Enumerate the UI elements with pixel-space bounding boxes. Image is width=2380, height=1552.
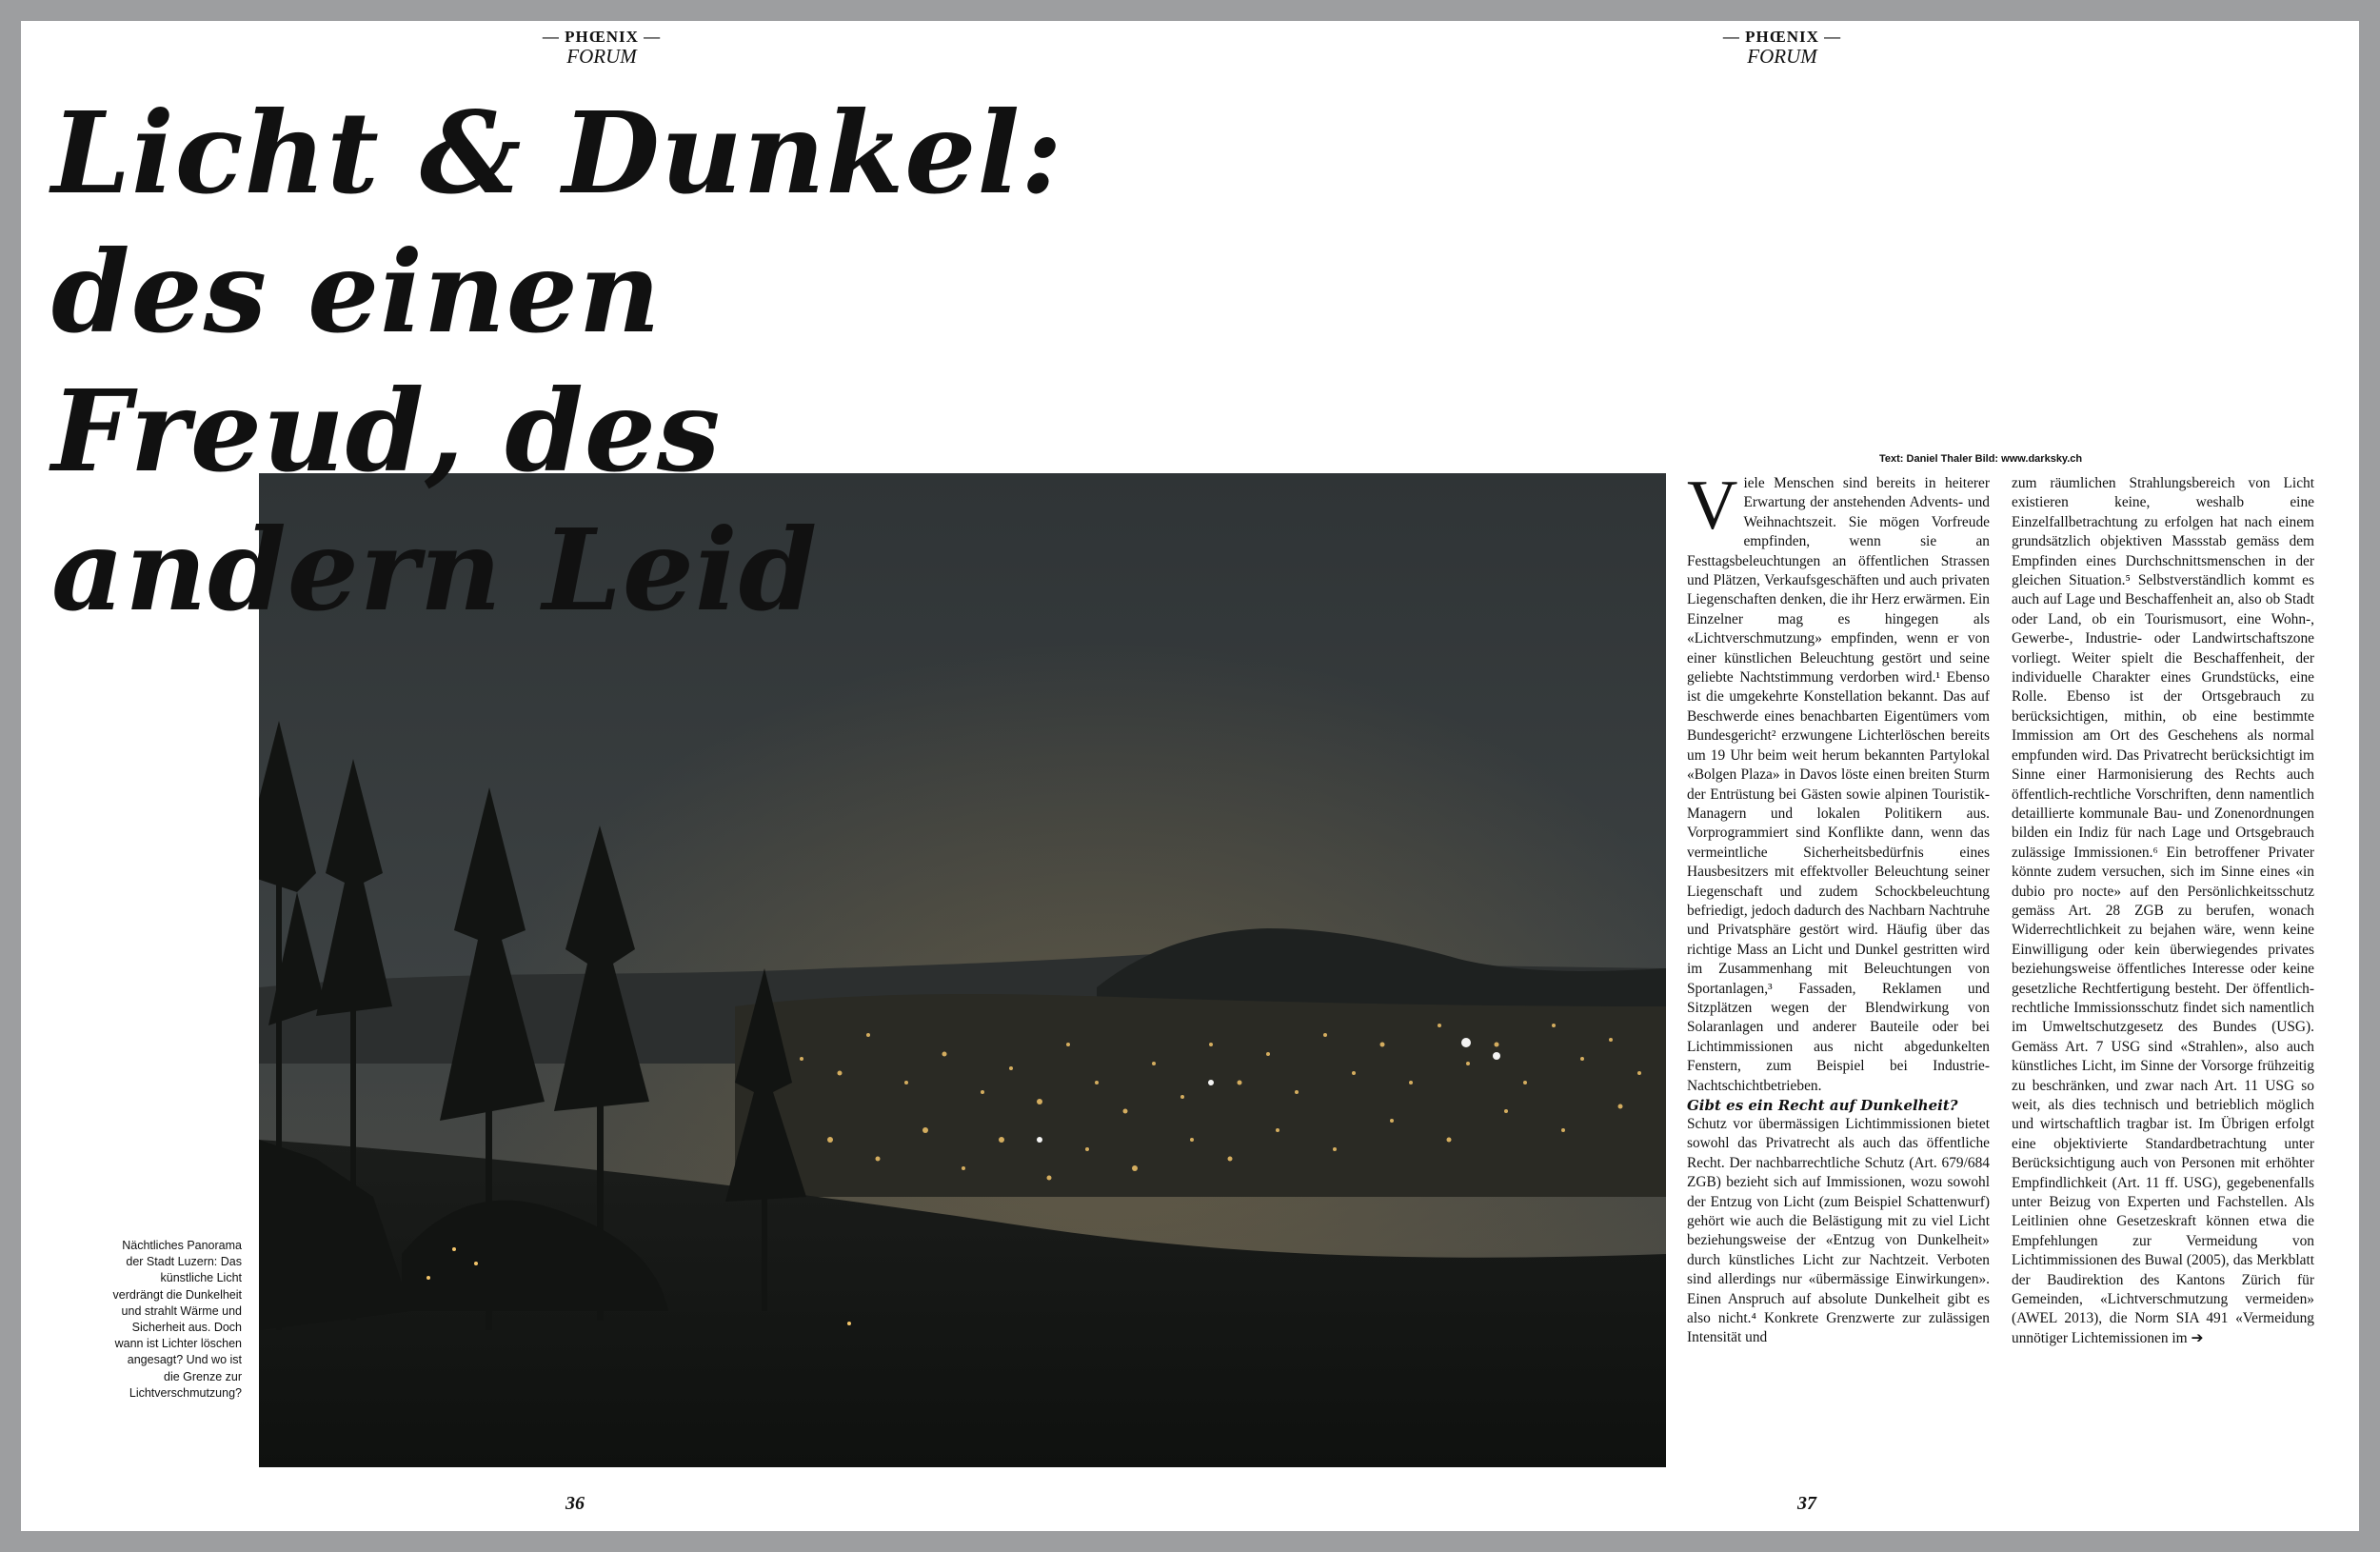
masthead-section: FORUM [1747, 44, 1817, 68]
article-paragraph [1687, 467, 1990, 1096]
drop-cap: V [1687, 467, 1738, 545]
text-column-2 [2012, 474, 2314, 1348]
page-number-left: 36 [565, 1493, 585, 1514]
text-column-1 [1687, 467, 1990, 1348]
masthead-section: FORUM [566, 44, 637, 68]
article-paragraph [2012, 474, 2314, 1348]
masthead-brand: — PHŒNIX — [542, 28, 662, 46]
article-title [51, 84, 1063, 640]
masthead-right [1716, 29, 1849, 67]
paragraph-text: zum räumlichen Strahlungsbereich von Licht existieren keine, weshalb eine Einzelfallbetrachtung zu erfolgen hat nach einem grundsätzlich objektiven Massstab gemäss dem Empfinden eines Durchschnittsmenschen in der gleichen Situation.⁵ Selbstverständlich kommt es auch auf Lage und Beschaffenheit an, also ob Stadt oder Land, ob ein Tourismusort, eine Wohn-, Gewerbe-, Industrie- oder Landwirtschaftszone vorliegt. Weiter spielt die Beschaffenheit, der individuelle Charakter eines Grundstücks, eine Rolle. Ebenso ist der Ortsgebrauch zu berücksichtigen, mithin, ob eine bestimmte Immission am Ort des Geschehens als normal empfunden wird. Das Privatrecht berücksichtigt im Sinne einer Harmonisierung des Rechts auch öffentlich-rechtliche Vorschriften, denn namentlich detaillierte kommunale Bau- und Zonenordnungen bilden ein Indiz für nach Lage und Ortsgebrauch zulässige Immissionen.⁶ Ein betroffener Privater könnte zudem versuchen, sich im Sinne eines «in dubio pro nocte» auf den Persönlichkeitsschutz gemäss Art. 28 ZGB zu berufen, wonach Widerrechtlichkeit zu bejahen wäre, wenn keine Einwilligung oder kein überwiegendes privates beziehungsweise öffentliches Interesse oder keine gesetzliche Rechtfertigung besteht. Der öffentlich-rechtliche Immissionsschutz findet sich namentlich im Umweltschutzgesetz des Bundes (USG). Gemäss Art. 7 USG sind «Strahlen», also auch künstliches Licht, im Sinne der Vorsorge frühzeitig zu beschränken, und zwar nach Art. 11 USG so weit, als dies technisch und betrieblich möglich und wirtschaftlich tragbar ist. Im Übrigen erfolgt eine objektivierte Standardbetrachtung unter Berücksichtigung auch von Personen mit erhöhter Empfindlichkeit (Art. 11 ff. USG), gegebenenfalls unter Beizug von Experten und Fachstellen. Als Leitlinien ohne Gesetzeskraft können etwa die Empfehlungen zur Vermeidung von Lichtimmissionen des Buwal (2005), das Merkblatt der Baudirektion des Kantons Zürich für Gemeinden, «Lichtverschmutzung vermeiden» (AWEL 2013), die Norm SIA 491 «Vermeidung unnötiger Lichtemissionen im [2012, 475, 2314, 1346]
masthead-left [535, 29, 668, 67]
title-line: Freud, des [51, 365, 722, 497]
continue-arrow-icon: ➔ [2191, 1329, 2204, 1346]
article-credit: Text: Daniel Thaler Bild: www.darksky.ch [1879, 453, 2083, 465]
article-paragraph: Schutz vor übermässigen Lichtimmissionen bietet sowohl das Privatrecht als auch das öffentliche Recht. Der nachbarrechtliche Schutz (Art. 679/684 ZGB) bezieht sich auf Immissionen, wozu sowohl der Entzug von Licht (zum Beispiel Schattenwurf) gehört wie auch die Belästigung mit zu viel Licht beziehungsweise der «Entzug von Dunkelheit» durch künstliches Licht zur Nachtzeit. Verboten sind allerdings nur «übermässige Einwirkungen». Einen Anspruch auf absolute Dunkelheit gibt es also nicht.⁴ Konkrete Grenzwerte zur zulässigen Intensität und [1687, 1116, 1990, 1346]
magazine-spread [21, 21, 2359, 1531]
article-subhead: Gibt es ein Recht auf Dunkelheit? [1687, 1097, 1958, 1114]
title-line: des einen [51, 226, 662, 358]
title-line: Licht & Dunkel: [51, 87, 1063, 219]
page-number-right: 37 [1797, 1493, 1816, 1514]
title-line: andern Leid [51, 504, 819, 636]
masthead-brand: — PHŒNIX — [1722, 28, 1842, 46]
paragraph-text: iele Menschen sind bereits in heiterer Erwartung der anstehenden Advents- und Weihnachtszeit. Sie mögen Vorfreude empfinden, wenn sie an Festtagsbeleuchtungen an öffentlichen Strassen und Plätzen, Verkaufsgeschäften und auch privaten Liegenschaften denken, die ihr Herz erwärmen. Ein Einzelner mag es hingegen als «Lichtverschmutzung» empfinden, wenn er von einer künstlichen Beleuchtung gestört und seine geliebte Nachtstimmung verdorben wird.¹ Ebenso ist die umgekehrte Konstellation bekannt. Das auf Beschwerde eines benachbarten Eigentümers vom Bundesgericht² erzwungene Lichterlöschen bereits um 19 Uhr beim weit herum bekannten Partylokal «Bolgen Plaza» in Davos löste einen breiten Sturm der Entrüstung bei Gästen sowie alpinen Touristik-Managern und lokalen Politikern aus. Vorprogrammiert sind Konflikte dann, wenn das vermeintliche Sicherheitsbedürfnis eines Hausbesitzers mit effektvoller Beleuchtung seiner Liegenschaft und zudem Schockbeleuchtung befriedigt, jedoch dadurch des Nachbarn Nachtruhe und Privatsphäre gestört wird. Häufig über das richtige Mass an Licht und Dunkel gestritten wird im Zusammenhang mit Beleuchtungen von Sportanlagen,³ Fassaden, Reklamen und Sitzplätzen wegen der Blendwirkung von Solaranlagen und anderer Bauteile oder bei Lichtimmissionen aus nicht abgedunkelten Fenstern, zum Beispiel bei Industrie-Nachtschichtbetrieben. [1687, 475, 1990, 1094]
photo-caption: Nächtliches Panorama der Stadt Luzern: Das künstliche Licht verdrängt die Dunkelheit und strahlt Wärme und Sicherheit aus. Doch wann ist Lichter löschen angesagt? Und wo ist die Grenze zur Lichtverschmutzung? [112, 1239, 242, 1400]
